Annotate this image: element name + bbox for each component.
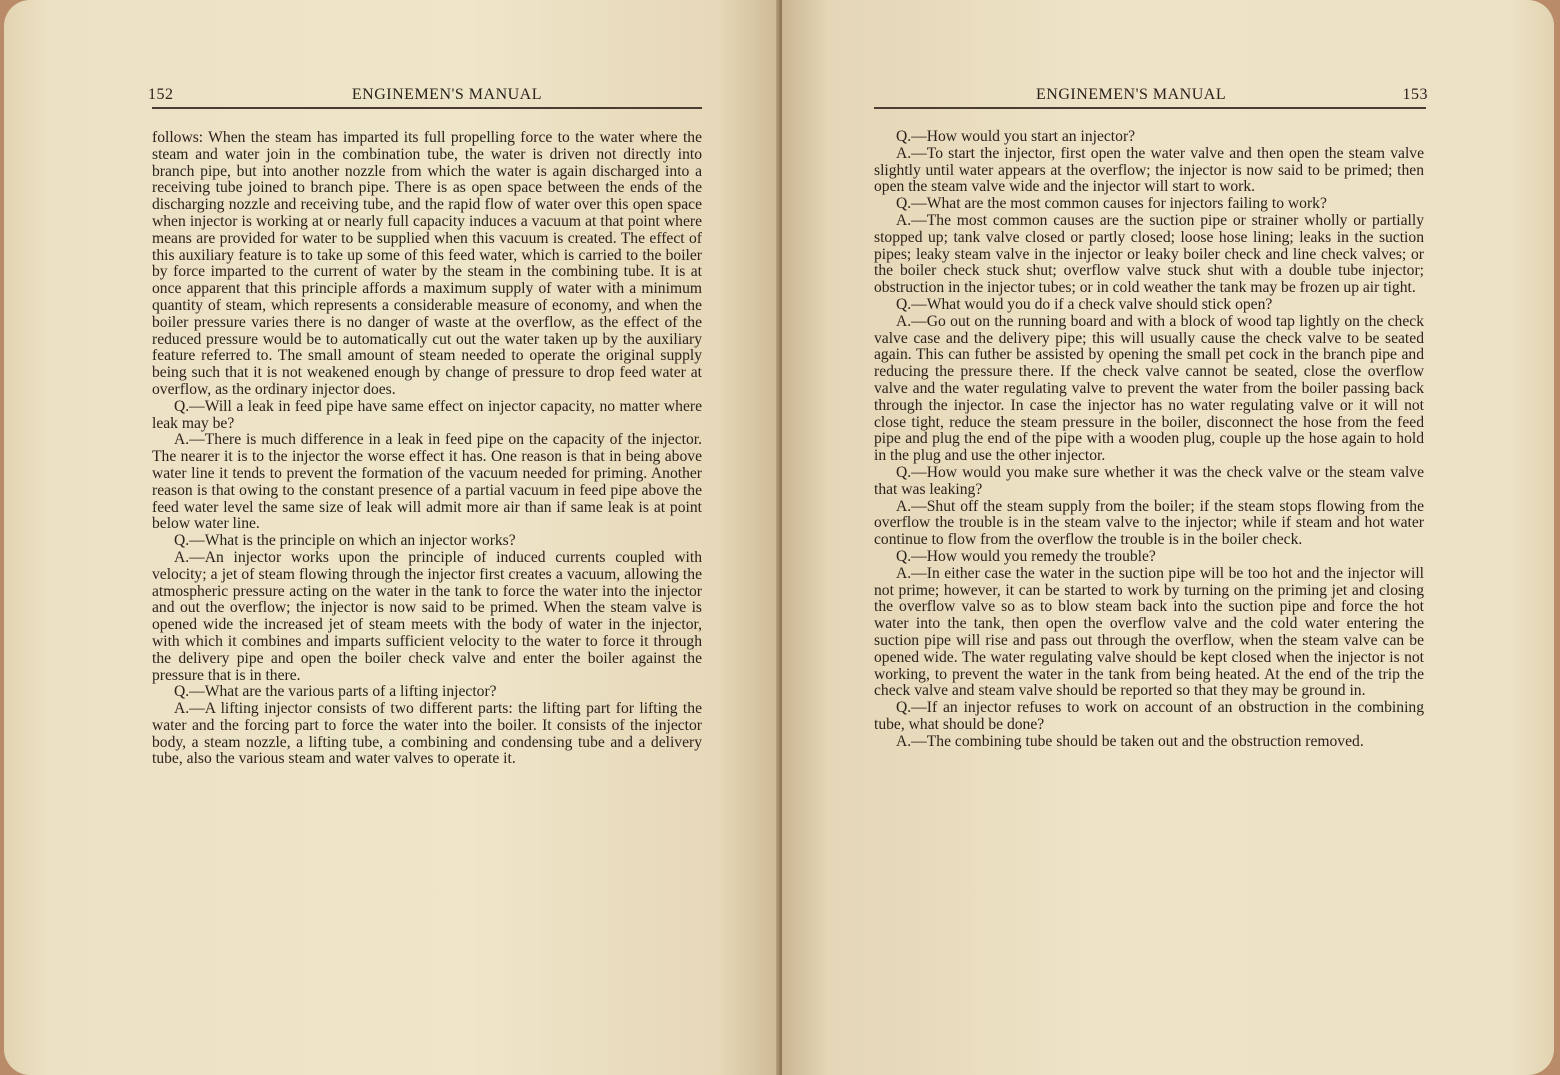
left-running-title: ENGINEMEN'S MANUAL <box>351 86 542 103</box>
question: Q.—How would you start an injector? <box>896 128 1136 145</box>
question: Q.—How would you remedy the trouble? <box>896 547 1156 565</box>
answer: A.—The combining tube should be taken out and the obstruction removed. <box>896 732 1364 750</box>
question: Q.—What are the various parts of a lifting injector? <box>174 683 497 701</box>
question: Q.—What is the principle on which an injector works? <box>174 532 516 550</box>
answer: A.—Go out on the running board and with a block of wood tap lightly on the check valve case and the delivery pipe; this will usually cause the check valve to be seated again. This can futher be assisted by opening the small pet cock in the branch pipe and reducing the pressure there. If the check valve cannot be seated, close the overflow valve and the water regulating valve to prevent the water from the boiler passing back through the injector. In case the injector has no water regulating valve or it will not close tight, reduce the steam pressure in the boiler, disconnect the hose from the feed pipe and plug the end of the pipe with a wooden plug, couple up the hose again to hold in the plug and use the other injector. <box>874 312 1424 465</box>
left-body-text <box>152 130 702 768</box>
right-page <box>782 0 1554 1075</box>
right-running-title: ENGINEMEN'S MANUAL <box>1036 86 1227 103</box>
answer: A.—Shut off the steam supply from the boiler; if the steam stops flowing from the overflow the trouble is in the steam valve to the injector; while if steam and hot water continue to flow from the overflow the trouble is in the boiler check. <box>874 497 1424 549</box>
left-page-number: 152 <box>148 86 174 103</box>
answer: A.—To start the injector, first open the water valve and then open the steam valve slightly until water appears at the overflow; the injector is now said to be primed; then open the steam valve wide and the injector will start to work. <box>874 144 1424 196</box>
answer: A.—A lifting injector consists of two different parts: the lifting part for lifting the water and the forcing part to force the water into the boiler. It consists of the injector body, a steam nozzle, a lifting tube, a combining and condensing tube and a delivery tube, also the various steam and water valves to operate it. <box>152 700 702 768</box>
right-running-head <box>1036 86 1428 104</box>
question: Q.—Will a leak in feed pipe have same effect on injector capacity, no matter where leak may be? <box>152 397 702 432</box>
left-page <box>4 0 780 1075</box>
right-body-text <box>874 129 1424 750</box>
right-header-rule <box>874 107 1426 109</box>
left-header-rule <box>152 107 702 109</box>
question: Q.—How would you make sure whether it was the check valve or the steam valve that was leaking? <box>874 463 1424 498</box>
paragraph: follows: When the steam has imparted its full propelling force to the water where the steam and water join in the combination tube, the water is driven not directly into branch pipe, but into another nozzle from which the water is again discharged into a receiving tube joined to branch pipe. There is as open space between the ends of the discharging nozzle and receiving tube, and the rapid flow of water over this open space when injector is working at or nearly full capacity induces a vacuum at that point where means are provided for water to be supplied when this vacuum is created. The effect of this auxiliary feature is to take up some of this feed water, which is carried to the boiler by force imparted to the current of water by the steam in the combining tube. It is at once apparent that this principle affords a maximum supply of water with a minimum quantity of steam, which represents a considerable measure of economy, and when the boiler pressure varies there is no danger of waste at the overflow, as the effect of the reduced pressure would be to automatically cut out the water taken up by the auxiliary feature referred to. The small amount of steam needed to operate the original supply being such that it is not weakened enough by change of pressure to drop feed water at overflow, as the ordinary injector does. <box>152 129 702 398</box>
question: Q.—If an injector refuses to work on account of an obstruction in the combining tube, what should be done? <box>874 699 1424 733</box>
left-running-head <box>148 86 542 104</box>
answer: A.—In either case the water in the suction pipe will be too hot and the injector will not prime; however, it can be started to work by turning on the priming jet and closing the overflow valve so as to blow steam back into the suction pipe and force the hot water into the tank, then open the overflow valve and the cold water entering the suction pipe will rise and pass out through the overflow, when the steam valve can be opened wide. The water regulating valve should be kept closed when the injector is not working, to prevent the water in the tank from being heated. At the end of the trip the check valve and steam valve should be reported so that they may be ground in. <box>874 564 1424 700</box>
right-page-number: 153 <box>1402 86 1428 103</box>
answer: A.—There is much difference in a leak in feed pipe on the capacity of the injector. The nearer it is to the injector the worse effect it has. One reason is that in being above water line it tends to prevent the formation of the vacuum needed for priming. Another reason is that owing to the constant presence of a partial vacuum in feed pipe above the feed water level the same size of leak will admit more air than if same leak is at point below water line. <box>152 431 702 533</box>
question: Q.—What are the most common causes for injectors failing to work? <box>896 195 1327 213</box>
question: Q.—What would you do if a check valve should stick open? <box>896 295 1273 313</box>
answer: A.—The most common causes are the suction pipe or strainer wholly or partially stopped up; tank valve closed or partly closed; loose hose lining; leaks in the suction pipes; leaky steam valve in the injector or leaky boiler check and line check valves; or the boiler check stuck shut; overflow valve stuck shut with a double tube injector; obstruction in the injector tubes; or in cold weather the tank may be frozen up air tight. <box>874 211 1424 297</box>
answer: A.—An injector works upon the principle of induced currents coupled with velocity; a jet of steam flowing through the injector first creates a vacuum, allowing the atmospheric pressure acting on the water in the tank to force the water into the injector and out the overflow; the injector is now said to be primed. When the steam valve is opened wide the increased jet of steam meets with the body of water in the injector, with which it combines and imparts sufficient velocity to the water to force it through the delivery pipe and open the boiler check valve and enter the boiler against the pressure that is in there. <box>152 548 702 684</box>
